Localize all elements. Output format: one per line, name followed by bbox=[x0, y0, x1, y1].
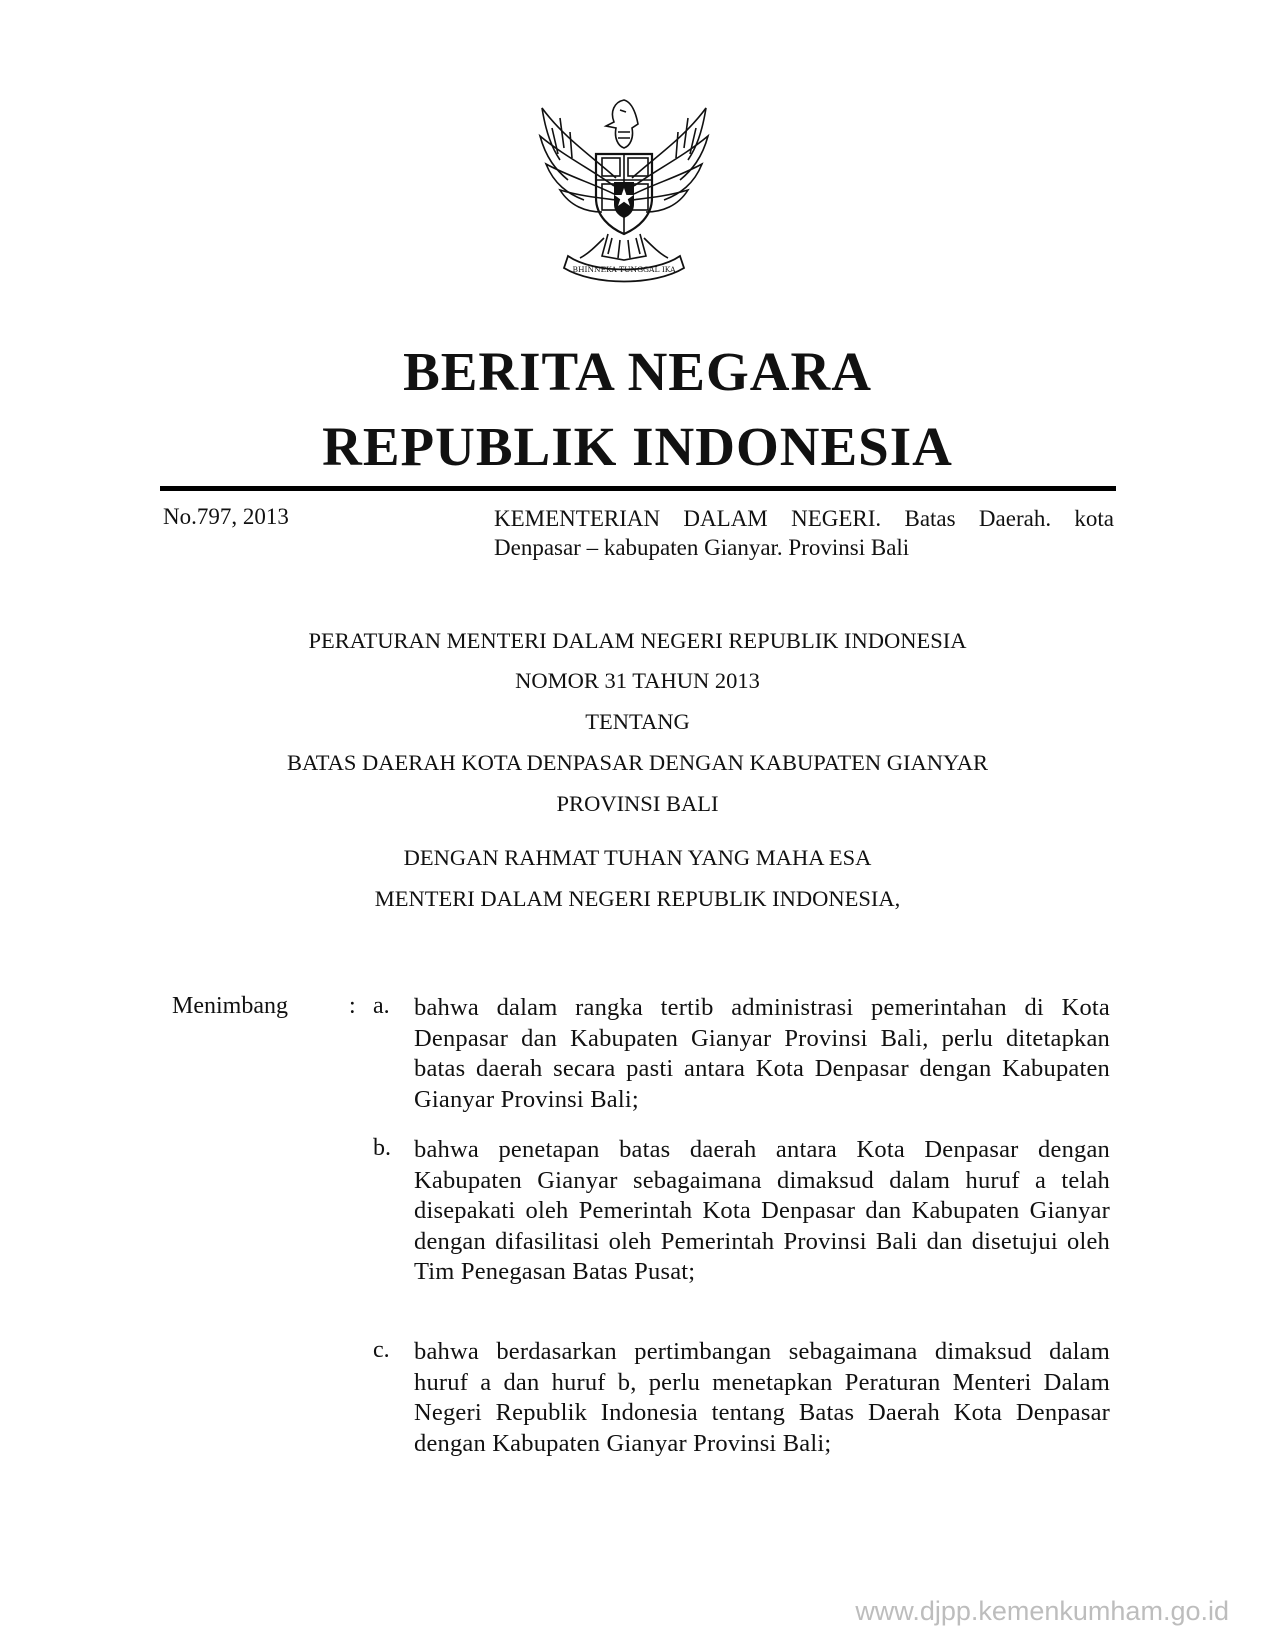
menimbang-label: Menimbang bbox=[172, 993, 288, 1019]
preamble-minister: MENTERI DALAM NEGERI REPUBLIK INDONESIA, bbox=[374, 886, 901, 911]
watermark-url: www.djpp.kemenkumham.go.id bbox=[855, 1596, 1229, 1626]
garuda-pancasila-emblem bbox=[533, 88, 715, 284]
regulation-number: NOMOR 31 TAHUN 2013 bbox=[515, 668, 760, 693]
masthead-title-line1: BERITA NEGARA bbox=[403, 341, 872, 402]
consideration-letter: a. bbox=[373, 993, 390, 1019]
emblem-motto: BHINNEKA TUNGGAL IKA bbox=[572, 265, 676, 274]
preamble-rahmat: DENGAN RAHMAT TUHAN YANG MAHA ESA bbox=[403, 845, 872, 870]
regulation-title: PERATURAN MENTERI DALAM NEGERI REPUBLIK INDONESIA bbox=[308, 628, 967, 653]
publication-summary: KEMENTERIAN DALAM NEGERI. Batas Daerah. kota Denpasar – kabupaten Gianyar. Provinsi Bali bbox=[494, 506, 1114, 560]
consideration-letter: b. bbox=[373, 1135, 391, 1161]
regulation-tentang: TENTANG bbox=[585, 709, 690, 734]
menimbang-colon: : bbox=[349, 993, 356, 1019]
consideration-text: bahwa penetapan batas daerah antara Kota Denpasar dengan Kabupaten Gianyar sebagaimana dimaksud dalam huruf a telah disepakati oleh Pemerintah Kota Denpasar dan Kabupaten Gianyar dengan difasilitasi oleh Pemerintah Provinsi Bali dan disetujui oleh Tim Penegasan Batas Pusat; bbox=[414, 1136, 1110, 1285]
consideration-text: bahwa dalam rangka tertib administrasi pemerintahan di Kota Denpasar dan Kabupaten Gianyar Provinsi Bali, perlu ditetapkan batas daerah secara pasti antara Kota Denpasar dengan Kabupaten Gianyar Provinsi Bali; bbox=[414, 994, 1110, 1113]
regulation-subject: BATAS DAERAH KOTA DENPASAR DENGAN KABUPATEN GIANYAR bbox=[286, 750, 989, 775]
publication-number: No.797, 2013 bbox=[163, 504, 289, 529]
regulation-province: PROVINSI BALI bbox=[556, 791, 719, 816]
masthead-title-line2: REPUBLIK INDONESIA bbox=[322, 416, 953, 477]
masthead-divider bbox=[160, 486, 1116, 491]
consideration-letter: c. bbox=[373, 1337, 390, 1363]
consideration-text: bahwa berdasarkan pertimbangan sebagaimana dimaksud dalam huruf a dan huruf b, perlu menetapkan Peraturan Menteri Dalam Negeri Republik Indonesia tentang Batas Daerah Kota Denpasar dengan Kabupaten Gianyar Provinsi Bali; bbox=[414, 1338, 1110, 1457]
